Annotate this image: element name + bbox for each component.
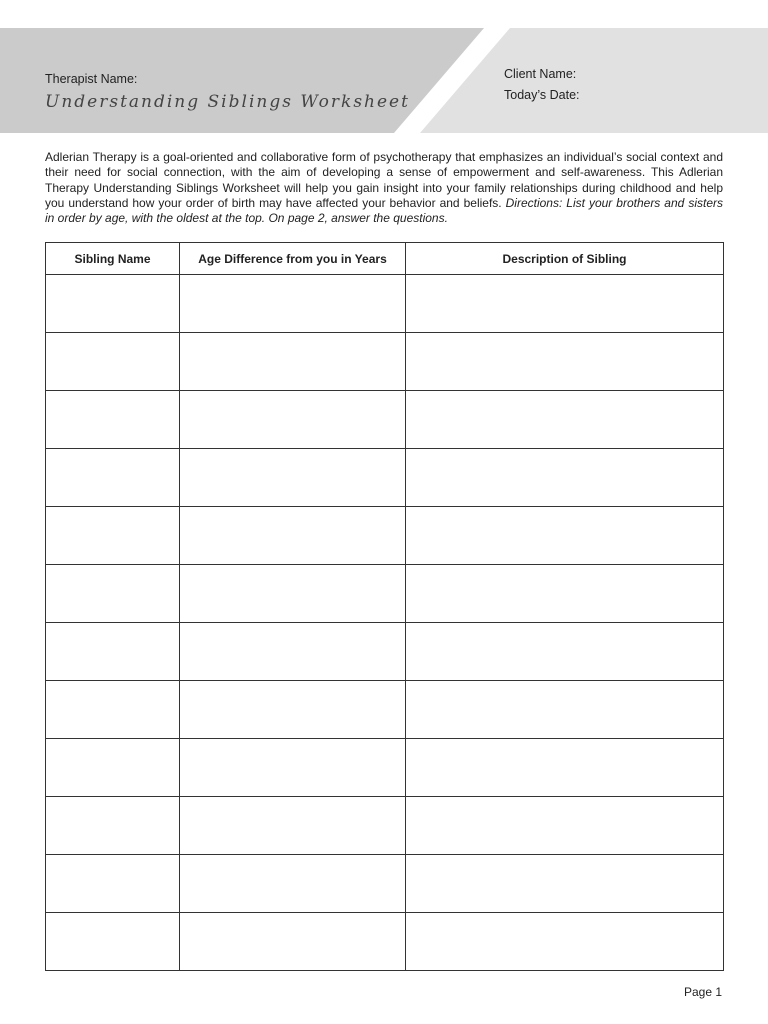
age-difference-cell[interactable] bbox=[180, 739, 406, 797]
table-row bbox=[46, 681, 724, 739]
table-row bbox=[46, 855, 724, 913]
sibling-name-cell[interactable] bbox=[46, 275, 180, 333]
table-row bbox=[46, 507, 724, 565]
table-header-row bbox=[46, 243, 724, 275]
description-cell[interactable] bbox=[406, 275, 724, 333]
sibling-name-cell[interactable] bbox=[46, 333, 180, 391]
description-cell[interactable] bbox=[406, 507, 724, 565]
description-cell[interactable] bbox=[406, 449, 724, 507]
client-name-label: Client Name: bbox=[504, 67, 577, 81]
sibling-name-cell[interactable] bbox=[46, 739, 180, 797]
table-row bbox=[46, 797, 724, 855]
description-cell[interactable] bbox=[406, 913, 724, 971]
age-difference-cell[interactable] bbox=[180, 913, 406, 971]
siblings-table bbox=[45, 242, 724, 971]
age-difference-cell[interactable] bbox=[180, 507, 406, 565]
age-difference-cell[interactable] bbox=[180, 449, 406, 507]
description-cell[interactable] bbox=[406, 565, 724, 623]
table-row bbox=[46, 739, 724, 797]
column-header-description: Description of Sibling bbox=[406, 243, 724, 275]
description-cell[interactable] bbox=[406, 855, 724, 913]
sibling-name-cell[interactable] bbox=[46, 391, 180, 449]
description-cell[interactable] bbox=[406, 797, 724, 855]
table-row bbox=[46, 565, 724, 623]
intro-body: Adlerian Therapy is a goal-oriented and collaborative form of psychotherapy that emphasizes an individual’s social context and their need for social connection, with the aim of developing a sense of empowerment and self-awareness. This Adlerian Therapy Understanding Siblings Worksheet will help you gain insight into your family relationships during childhood and help you understand how your order of birth may have affected your behavior and beliefs. bbox=[45, 150, 723, 210]
sibling-name-cell[interactable] bbox=[46, 855, 180, 913]
sibling-name-cell[interactable] bbox=[46, 565, 180, 623]
table-row bbox=[46, 333, 724, 391]
description-cell[interactable] bbox=[406, 739, 724, 797]
description-cell[interactable] bbox=[406, 333, 724, 391]
table-body bbox=[46, 275, 724, 971]
sibling-name-cell[interactable] bbox=[46, 449, 180, 507]
age-difference-cell[interactable] bbox=[180, 623, 406, 681]
intro-paragraph bbox=[45, 150, 723, 226]
age-difference-cell[interactable] bbox=[180, 855, 406, 913]
sibling-name-cell[interactable] bbox=[46, 623, 180, 681]
column-header-sibling-name: Sibling Name bbox=[46, 243, 180, 275]
todays-date-label: Today’s Date: bbox=[504, 88, 580, 102]
therapist-name-label: Therapist Name: bbox=[45, 72, 138, 86]
description-cell[interactable] bbox=[406, 681, 724, 739]
description-cell[interactable] bbox=[406, 391, 724, 449]
banner-light-panel bbox=[420, 28, 768, 133]
table-row bbox=[46, 391, 724, 449]
age-difference-cell[interactable] bbox=[180, 275, 406, 333]
table-row bbox=[46, 275, 724, 333]
page-number: Page 1 bbox=[684, 985, 723, 999]
sibling-name-cell[interactable] bbox=[46, 681, 180, 739]
page-title: Understanding Siblings Worksheet bbox=[45, 92, 410, 112]
description-cell[interactable] bbox=[406, 623, 724, 681]
age-difference-cell[interactable] bbox=[180, 565, 406, 623]
table-row bbox=[46, 449, 724, 507]
table-row bbox=[46, 623, 724, 681]
age-difference-cell[interactable] bbox=[180, 681, 406, 739]
column-header-age-difference: Age Difference from you in Years bbox=[180, 243, 406, 275]
sibling-name-cell[interactable] bbox=[46, 797, 180, 855]
age-difference-cell[interactable] bbox=[180, 797, 406, 855]
sibling-name-cell[interactable] bbox=[46, 507, 180, 565]
table-row bbox=[46, 913, 724, 971]
age-difference-cell[interactable] bbox=[180, 391, 406, 449]
sibling-name-cell[interactable] bbox=[46, 913, 180, 971]
intro-directions: Directions: List your brothers and sisters in order by age, with the oldest at the top. On page 2, answer the questions. bbox=[45, 195, 723, 226]
age-difference-cell[interactable] bbox=[180, 333, 406, 391]
